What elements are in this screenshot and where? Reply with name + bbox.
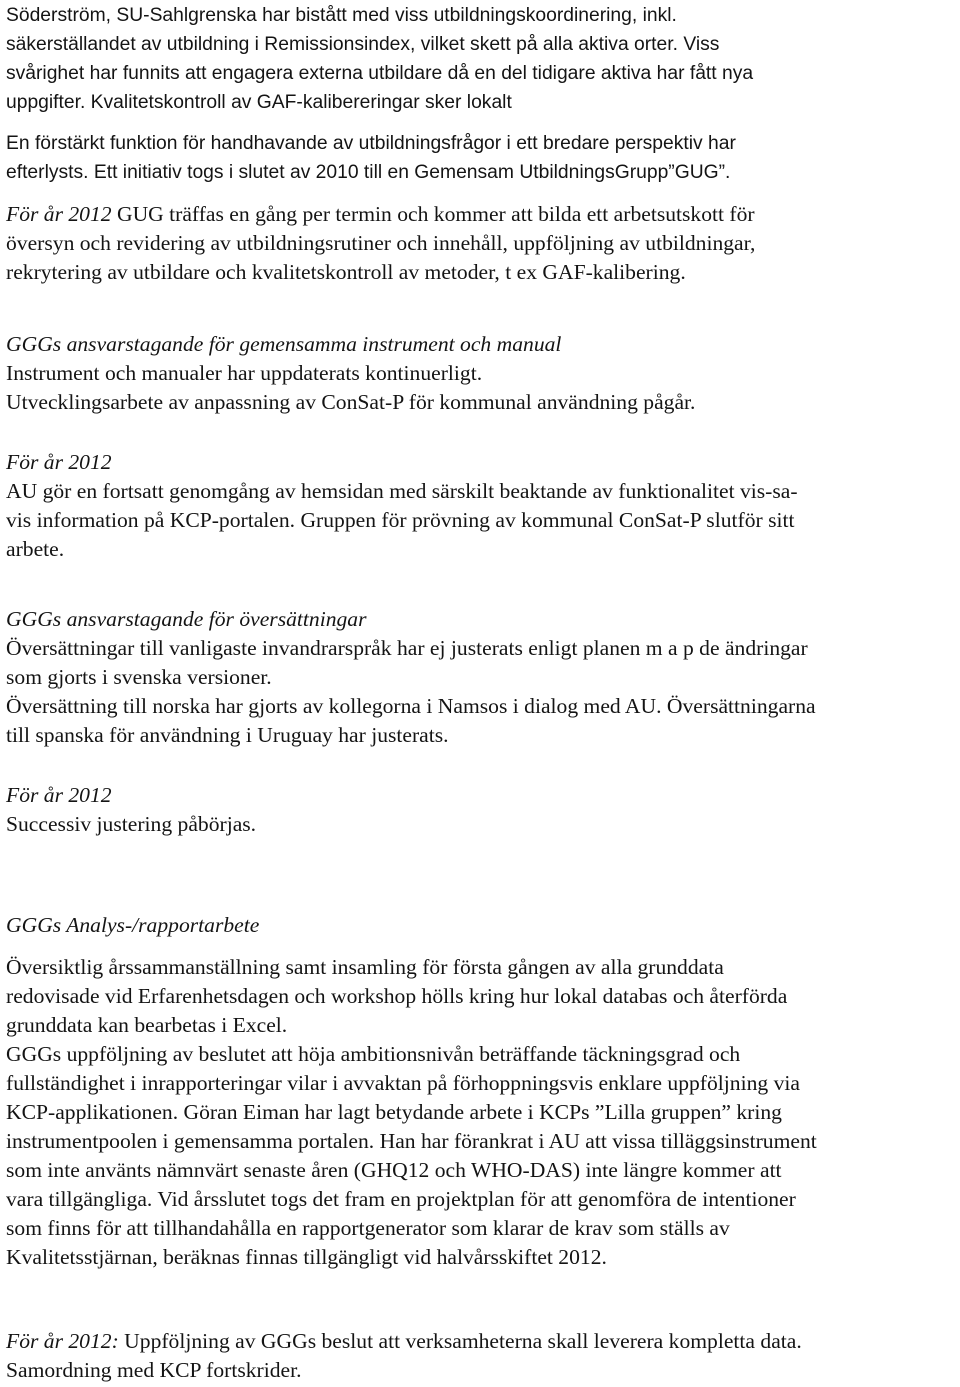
paragraph-line: Översättningar till vanligaste invandrarspråk har ej justerats enligt planen m a p de ändringar <box>6 636 808 660</box>
paragraph-line: Samordning med KCP fortskrider. <box>6 1358 302 1382</box>
section-heading: GGGs ansvarstagande för gemensamma instrument och manual <box>6 332 562 356</box>
paragraph-line: Instrument och manualer har uppdaterats kontinuerligt. <box>6 361 483 385</box>
paragraph-line: grunddata kan bearbetas i Excel. <box>6 1013 288 1037</box>
paragraph-text: GUG träffas en gång per termin och kommer att bilda ett arbetsutskott för <box>111 202 755 226</box>
year-lead: För år 2012 <box>6 202 112 226</box>
paragraph-line: instrumentpoolen i gemensamma portalen. Han har förankrat i AU att vissa tilläggsinstrument <box>6 1129 817 1153</box>
paragraph-text: Uppföljning av GGGs beslut att verksamheterna skall leverera kompletta data. <box>118 1329 802 1353</box>
paragraph-line: arbete. <box>6 537 65 561</box>
section-heading: För år 2012 <box>6 450 112 474</box>
paragraph-line: efterlysts. Ett initiativ togs i slutet av 2010 till en Gemensam UtbildningsGrupp”GUG”. <box>6 162 731 183</box>
paragraph-line: säkerställandet av utbildning i Remissionsindex, vilket skett på alla aktiva orter. Viss <box>6 34 720 55</box>
paragraph-line: vis information på KCP-portalen. Gruppen för prövning av kommunal ConSat-P slutför sitt <box>6 508 795 532</box>
paragraph-line: som finns för att tillhandahålla en rapportgenerator som klarar de krav som ställs av <box>6 1216 730 1240</box>
paragraph-line: GGGs uppföljning av beslutet att höja ambitionsnivån beträffande täckningsgrad och <box>6 1042 741 1066</box>
paragraph-line: rekrytering av utbildare och kvalitetskontroll av metoder, t ex GAF-kalibering. <box>6 260 686 284</box>
paragraph-line: En förstärkt funktion för handhavande av utbildningsfrågor i ett bredare perspektiv har <box>6 133 736 154</box>
paragraph-line: till spanska för användning i Uruguay har justerats. <box>6 723 449 747</box>
paragraph-line: Översättning till norska har gjorts av kollegorna i Namsos i dialog med AU. Översättningarna <box>6 694 816 718</box>
paragraph-line: Successiv justering påbörjas. <box>6 812 257 836</box>
paragraph-line: Söderström, SU-Sahlgrenska har bistått med viss utbildningskoordinering, inkl. <box>6 5 677 26</box>
paragraph-line: redovisade vid Erfarenhetsdagen och workshop hölls kring hur lokal databas och återförda <box>6 984 788 1008</box>
paragraph-line: AU gör en fortsatt genomgång av hemsidan med särskilt beaktande av funktionalitet vis-sa- <box>6 479 798 503</box>
section-heading: GGGs Analys-/rapportarbete <box>6 913 260 937</box>
paragraph-line: KCP-applikationen. Göran Eiman har lagt betydande arbete i KCPs ”Lilla gruppen” kring <box>6 1100 782 1124</box>
paragraph-line: Översiktlig årssammanställning samt insamling för första gången av alla grunddata <box>6 955 724 979</box>
paragraph-line: Utvecklingsarbete av anpassning av ConSat-P för kommunal användning pågår. <box>6 390 696 414</box>
paragraph-line: uppgifter. Kvalitetskontroll av GAF-kalibereringar sker lokalt <box>6 92 512 113</box>
paragraph-line: svårighet har funnits att engagera externa utbildare då en del tidigare aktiva har fått nya <box>6 63 754 84</box>
paragraph-line: översyn och revidering av utbildningsrutiner och innehåll, uppföljning av utbildningar, <box>6 231 756 255</box>
paragraph-line: som gjorts i svenska versioner. <box>6 665 272 689</box>
section-heading: För år 2012 <box>6 783 112 807</box>
paragraph-line: fullständighet i inrapporteringar vilar i avvaktan på förhoppningsvis enklare uppföljning via <box>6 1071 800 1095</box>
paragraph-line: Kvalitetsstjärnan, beräknas finnas tillgängligt vid halvårsskiftet 2012. <box>6 1245 607 1269</box>
paragraph-line: vara tillgängliga. Vid årsslutet togs det fram en projektplan för att genomföra de intentioner <box>6 1187 796 1211</box>
year-lead: För år 2012: <box>6 1329 119 1353</box>
paragraph-line: som inte använts nämnvärt senaste åren (GHQ12 och WHO-DAS) inte längre kommer att <box>6 1158 782 1182</box>
section-heading: GGGs ansvarstagande för översättningar <box>6 607 367 631</box>
paragraph-line <box>6 200 755 229</box>
paragraph-line <box>6 1327 802 1356</box>
